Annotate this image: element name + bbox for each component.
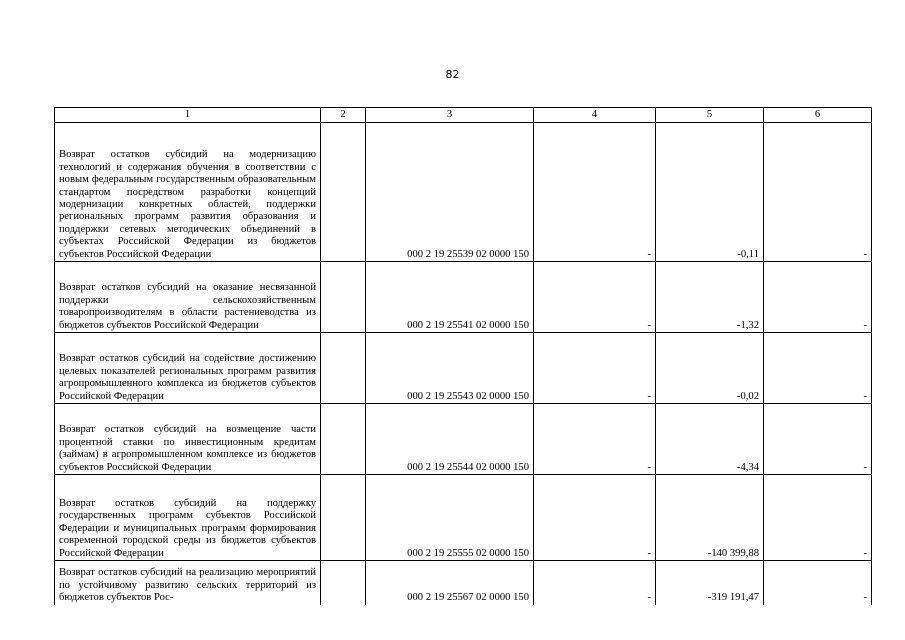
header-col-4: 4 bbox=[534, 108, 656, 123]
row-col4: - bbox=[534, 123, 656, 262]
row-col5: -319 191,47 bbox=[656, 561, 764, 605]
row-col4: - bbox=[534, 475, 656, 561]
row-col2 bbox=[321, 475, 366, 561]
row-col2 bbox=[321, 262, 366, 333]
row-code: 000 2 19 25543 02 0000 150 bbox=[366, 333, 534, 404]
row-col5: -0,02 bbox=[656, 333, 764, 404]
header-col-3: 3 bbox=[366, 108, 534, 123]
row-col5: -1,32 bbox=[656, 262, 764, 333]
row-code: 000 2 19 25555 02 0000 150 bbox=[366, 475, 534, 561]
row-col4: - bbox=[534, 333, 656, 404]
row-code: 000 2 19 25539 02 0000 150 bbox=[366, 123, 534, 262]
row-col5: -140 399,88 bbox=[656, 475, 764, 561]
row-col4: - bbox=[534, 262, 656, 333]
row-col6: - bbox=[764, 404, 872, 475]
row-name: Возврат остатков субсидий на модернизацию технологий и содержания обучения в соответствии с новым федеральным государственным образовательным стандартом посредством разработки концепций модернизации конкретных областей, поддержки региональных программ развития образования и поддержки сетевых методических объединений в субъектах Российской Федерации из бюджетов субъектов Российской Федерации bbox=[55, 123, 321, 262]
row-name: Возврат остатков субсидий на поддержку государственных программ субъектов Российской Федерации и муниципальных программ формирования современной городской среды из бюджетов субъектов Российской Федерации bbox=[55, 475, 321, 561]
header-row bbox=[55, 108, 872, 123]
row-col5: -4,34 bbox=[656, 404, 764, 475]
table-row bbox=[55, 475, 872, 561]
table-row bbox=[55, 404, 872, 475]
row-col2 bbox=[321, 123, 366, 262]
row-name: Возврат остатков субсидий на оказание несвязанной поддержки сельскохозяйственным товаропроизводителям в области растениеводства из бюджетов субъектов Российской Федерации bbox=[55, 262, 321, 333]
table-row bbox=[55, 561, 872, 605]
row-col4: - bbox=[534, 404, 656, 475]
row-code: 000 2 19 25567 02 0000 150 bbox=[366, 561, 534, 605]
table-row bbox=[55, 333, 872, 404]
table-row bbox=[55, 262, 872, 333]
header-col-5: 5 bbox=[656, 108, 764, 123]
row-col2 bbox=[321, 333, 366, 404]
header-col-1: 1 bbox=[55, 108, 321, 123]
budget-table bbox=[54, 107, 872, 605]
row-name: Возврат остатков субсидий на возмещение части процентной ставки по инвестиционным кредитам (займам) в агропромышленном комплексе из бюджетов субъектов Российской Федерации bbox=[55, 404, 321, 475]
row-code: 000 2 19 25541 02 0000 150 bbox=[366, 262, 534, 333]
row-col6: - bbox=[764, 262, 872, 333]
row-col2 bbox=[321, 561, 366, 605]
page-number: 82 bbox=[445, 68, 460, 81]
row-col6: - bbox=[764, 123, 872, 262]
row-name: Возврат остатков субсидий на содействие достижению целевых показателей региональных программ развития агропромышленного комплекса из бюджетов субъектов Российской Федерации bbox=[55, 333, 321, 404]
row-col6: - bbox=[764, 333, 872, 404]
row-col5: -0,11 bbox=[656, 123, 764, 262]
row-name: Возврат остатков субсидий на реализацию мероприятий по устойчивому развитию сельских территорий из бюджетов субъектов Рос- bbox=[55, 561, 321, 605]
row-code: 000 2 19 25544 02 0000 150 bbox=[366, 404, 534, 475]
header-col-2: 2 bbox=[321, 108, 366, 123]
row-col2 bbox=[321, 404, 366, 475]
row-col6: - bbox=[764, 561, 872, 605]
table-row bbox=[55, 123, 872, 262]
row-col4: - bbox=[534, 561, 656, 605]
header-col-6: 6 bbox=[764, 108, 872, 123]
row-col6: - bbox=[764, 475, 872, 561]
